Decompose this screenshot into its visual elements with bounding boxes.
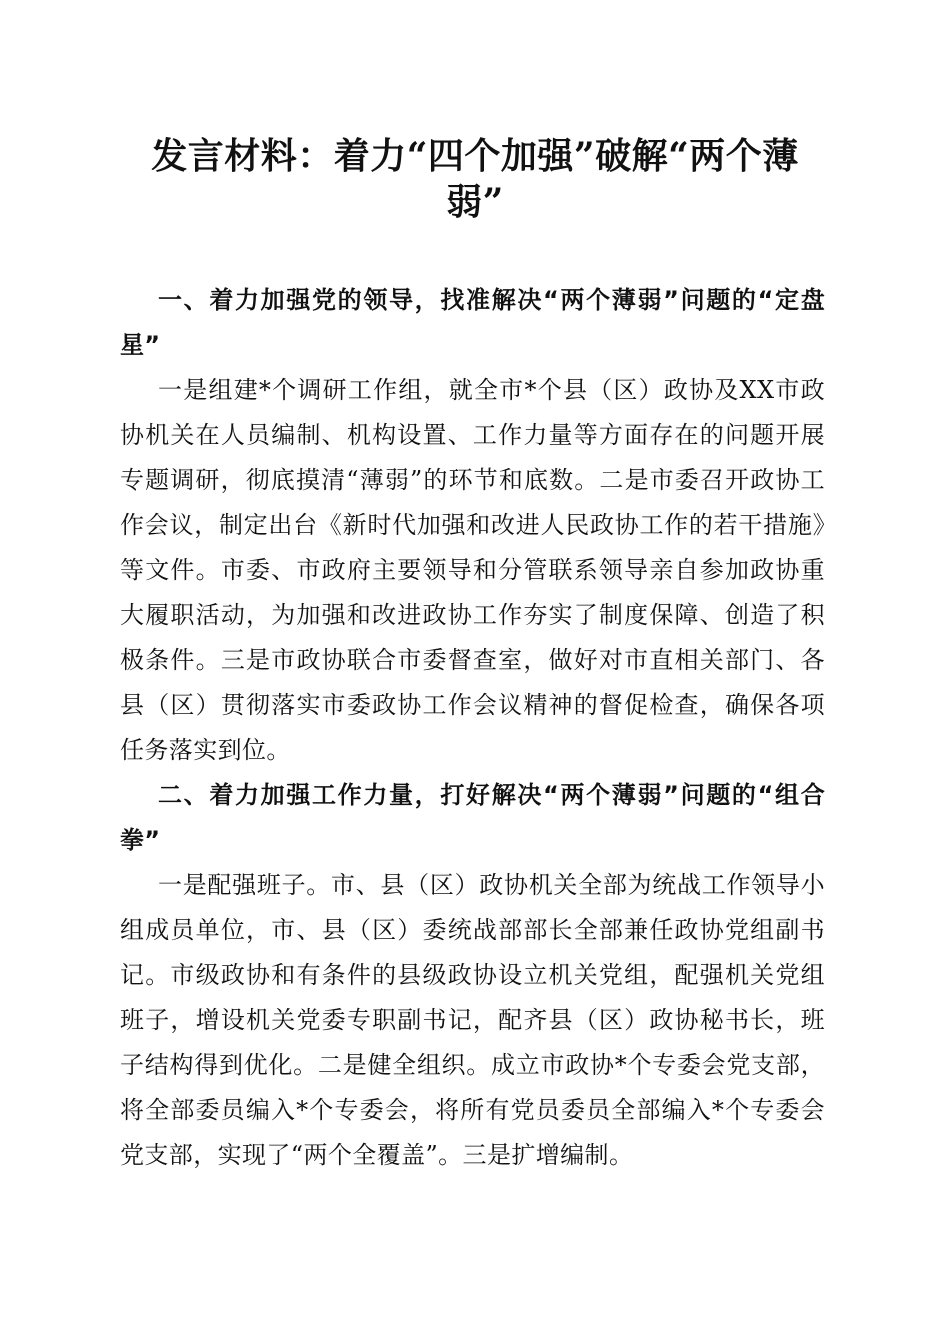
section-heading-1: 一、着力加强党的领导，找准解决“两个薄弱”问题的“定盘星” — [120, 286, 825, 359]
section-paragraph-2: 一是配强班子。市、县（区）政协机关全部为统战工作领导小组成员单位，市、县（区）委统战部部长全部兼任政协党组副书记。市级政协和有条件的县级政协设立机关党组，配强机关党组班子，增设机关党委专职副书记，配齐县（区）政协秘书长，班子结构得到优化。二是健全组织。成立市政协*个专委会党支部，将全部委员编入*个专委会，将所有党员委员全部编入*个专委会党支部，实现了“两个全覆盖”。三是扩增编制。 — [120, 871, 825, 1169]
document-body — [120, 278, 825, 1178]
section-paragraph-1: 一是组建*个调研工作组，就全市*个县（区）政协及XX市政协机关在人员编制、机构设置、工作力量等方面存在的问题开展专题调研，彻底摸清“薄弱”的环节和底数。二是市委召开政协工作会议，制定出台《新时代加强和改进人民政协工作的若干措施》等文件。市委、市政府主要领导和分管联系领导亲自参加政协重大履职活动，为加强和改进政协工作夯实了制度保障、创造了积极条件。三是市政协联合市委督查室，做好对市直相关部门、各县（区）贯彻落实市委政协工作会议精神的督促检查，确保各项任务落实到位。 — [120, 376, 825, 764]
document-title: 发言材料：着力“四个加强”破解“两个薄弱” — [151, 135, 799, 223]
section-heading-2: 二、着力加强工作力量，打好解决“两个薄弱”问题的“组合拳” — [120, 781, 825, 854]
